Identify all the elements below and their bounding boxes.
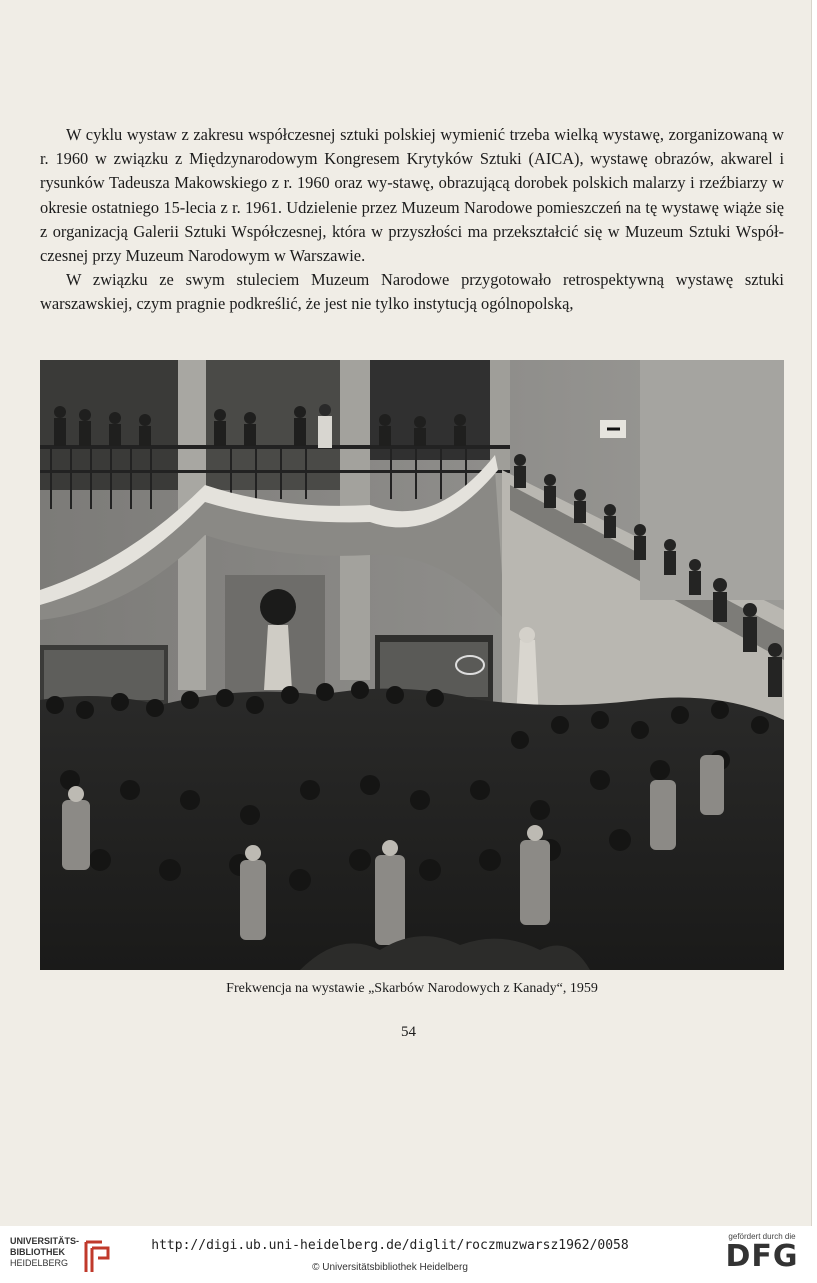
library-name-line3: HEIDELBERG — [10, 1258, 69, 1268]
body-text — [40, 123, 784, 317]
document-url-link[interactable]: http://digi.ub.uni-heidelberg.de/diglit/roczmuzwarsz1962/0058 — [151, 1238, 629, 1253]
photo-caption: Frekwencja na wystawie „Skarbów Narodowych z Kanady“, 1959 — [226, 981, 598, 996]
page-number: 54 — [401, 1024, 416, 1040]
copyright-notice: © Universitätsbibliothek Heidelberg — [312, 1262, 468, 1273]
dfg-logo-text: DFG — [725, 1239, 799, 1274]
library-name-line2: BIBLIOTHEK — [10, 1247, 65, 1257]
paragraph-2: W związku ze swym stuleciem Muzeum Narodowe przygotowało retrospektywną wystawę sztuki warszawskiej, czym pragnie podkreślić, że jest nie tylko instytucją ogólnopolską, — [40, 270, 784, 314]
museum-crowd-photograph — [40, 360, 784, 970]
university-library-logo[interactable] — [10, 1236, 120, 1276]
paragraph-1: W cyklu wystaw z zakresu współczesnej sztuki polskiej wymienić trzeba wielką wystawę, zorganizowaną w r. 1960 w związku z Międzynarodowym Kongresem Krytyków Sztuki (AICA), wystawę obrazów, akwarel i rysunków Tadeusza Makowskiego z r. 1960 oraz wy-stawę, obrazującą dorobek polskich malarzy i rzeźbiarzy w okresie ostatniego 15-lecia z r. 1961. Udzielenie przez Muzeum Narodowe pomieszczeń na tę wystawę wiąże się z organizacją Galerii Sztuki Współczesnej, która w przyszłości ma przekształcić się w Muzeum Sztuki Współ-czesnej przy Muzeum Narodowym w Warszawie. — [40, 125, 784, 266]
library-mark-icon — [82, 1238, 112, 1274]
dfg-funding-logo[interactable] — [712, 1232, 812, 1273]
funded-by-label: gefördert durch die — [728, 1232, 796, 1241]
digitization-footer — [0, 1226, 817, 1283]
library-name-line1: UNIVERSITÄTS- — [10, 1236, 80, 1246]
